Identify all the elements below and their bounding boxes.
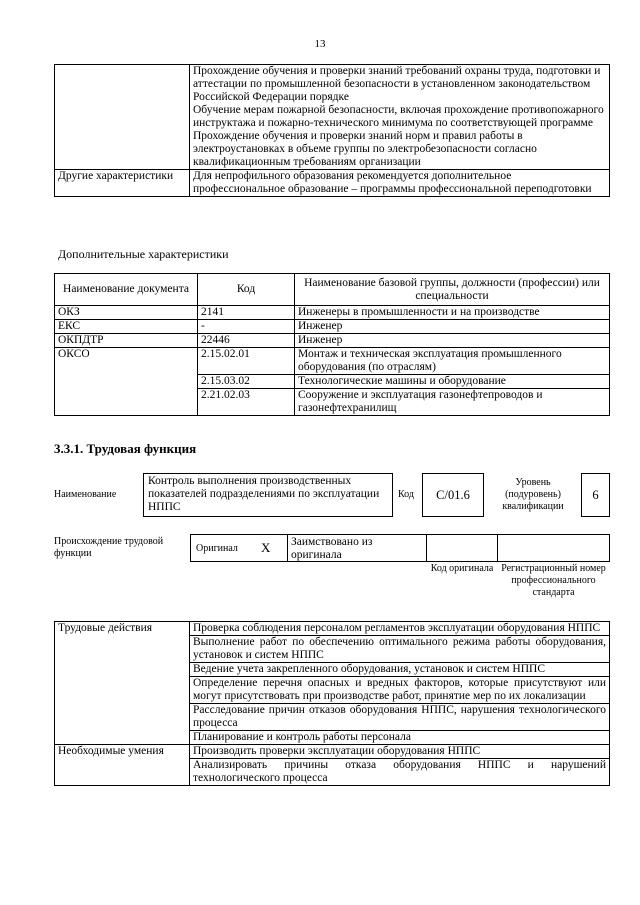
table-cell-name: Сооружение и эксплуатация газонефтепроводов и газонефтехранилищ (295, 389, 610, 416)
skill-item: Анализировать причины отказа оборудования НППС и нарушений технологического процесса (190, 759, 610, 786)
col-header-code: Код (198, 274, 295, 306)
original-code-label: Код оригинала (430, 563, 494, 574)
requirement-line: Обучение мерам пожарной безопасности, включая прохождение противопожарного инструктажа и пожарно-технического минимума по соответствующей программе (193, 104, 604, 129)
table-cell-doc: ЕКС (55, 320, 198, 334)
table-cell-code: 2.15.02.01 (198, 348, 295, 375)
registration-number-cell (497, 534, 610, 562)
requirements-table (54, 64, 610, 197)
labor-actions-label: Трудовые действия (55, 622, 190, 745)
table-cell-doc: ОКСО (55, 348, 198, 416)
additional-characteristics-table (54, 273, 610, 416)
labor-action-item: Проверка соблюдения персоналом регламентов эксплуатации оборудования НППС (190, 622, 610, 636)
requirement-line: Прохождение обучения и проверки знаний норм и правил работы в электроустановках в объеме группы по электробезопасности согласно квалификационным требованиям организации (193, 130, 537, 168)
table-cell-name: Технологические машины и оборудование (295, 375, 610, 389)
requirements-cell (190, 65, 610, 170)
table-cell-code: 22446 (198, 334, 295, 348)
qualification-level-label: Уровень (подуровень) квалификации (502, 477, 564, 512)
labor-actions-table (54, 621, 610, 786)
table-cell-code: 2.21.02.03 (198, 389, 295, 416)
table-cell-code: - (198, 320, 295, 334)
labor-action-item: Ведение учета закрепленного оборудования, установок и систем НППС (190, 663, 610, 677)
additional-characteristics-title: Дополнительные характеристики (58, 247, 229, 261)
qualification-level-box: 6 (581, 473, 610, 517)
table-cell-doc: ОКПДТР (55, 334, 198, 348)
skills-label: Необходимые умения (55, 745, 190, 786)
borrowed-cell: Заимствовано из оригинала (287, 534, 427, 562)
col-header-document: Наименование документа (55, 274, 198, 306)
name-label: Наименование (54, 489, 117, 500)
registration-number-label: Регистрационный номер профессионального стандарта (501, 563, 606, 598)
original-code-cell (426, 534, 498, 562)
skill-item: Производить проверки эксплуатации оборудования НППС (190, 745, 610, 759)
origin-label: Происхождение трудовой функции (54, 536, 164, 559)
original-label: Оригинал (196, 543, 238, 554)
table-cell-name: Инженер (295, 334, 610, 348)
other-characteristics-label: Другие характеристики (55, 170, 190, 197)
labor-action-item: Определение перечня опасных и вредных факторов, которые присутствуют или могут присутствовать при производстве работ, принятие мер по их локализации (190, 677, 610, 704)
labor-action-item: Расследование причин отказов оборудования НППС, нарушения технологического процесса (190, 704, 610, 731)
labor-action-item: Планирование и контроль работы персонала (190, 731, 610, 745)
col-header-name: Наименование базовой группы, должности (профессии) или специальности (295, 274, 610, 306)
section-heading: 3.3.1. Трудовая функция (54, 441, 197, 456)
labor-action-item: Выполнение работ по обеспечению оптимального режима работы оборудования, установок и систем НППС (190, 636, 610, 663)
other-characteristics-text: Для непрофильного образования рекомендуется дополнительное профессиональное образование – программы профессиональной переподготовки (190, 170, 610, 197)
page-number: 13 (314, 38, 326, 50)
table-cell-name: Инженеры в промышленности и на производстве (295, 306, 610, 320)
original-mark: X (261, 540, 271, 555)
table-cell-name: Инженер (295, 320, 610, 334)
table-cell-doc: ОКЗ (55, 306, 198, 320)
original-cell (190, 534, 288, 562)
table-cell-code: 2141 (198, 306, 295, 320)
requirement-line: Прохождение обучения и проверки знаний требований охраны труда, подготовки и аттестации по промышленной безопасности в установленном законодательством Российской Федерации порядке (193, 65, 601, 103)
table-cell-code: 2.15.03.02 (198, 375, 295, 389)
function-code-box: С/01.6 (422, 473, 484, 517)
code-label: Код (398, 489, 414, 500)
table-cell-name: Монтаж и техническая эксплуатация промышленного оборудования (по отраслям) (295, 348, 610, 375)
function-name-box: Контроль выполнения производственных показателей подразделениями по эксплуатации НППС (143, 473, 393, 517)
empty-label-cell (55, 65, 190, 170)
